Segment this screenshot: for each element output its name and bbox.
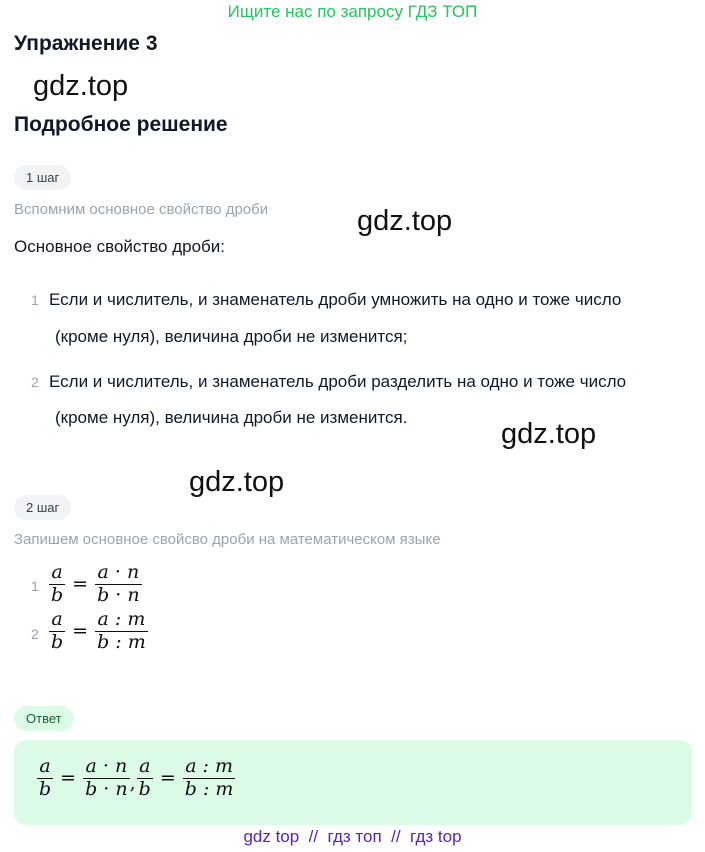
answer-badge: Ответ bbox=[14, 706, 74, 731]
equals-sign: = bbox=[72, 620, 89, 643]
denominator: b : m bbox=[97, 630, 146, 653]
step-1-description: Вспомним основное свойство дроби bbox=[14, 201, 269, 218]
watermark: gdz.top bbox=[357, 205, 453, 237]
numerator: a bbox=[39, 755, 51, 777]
fraction bbox=[95, 563, 142, 606]
denominator: b bbox=[51, 583, 64, 606]
numerator: a · n bbox=[97, 561, 140, 583]
numerator: a bbox=[139, 755, 151, 777]
denominator: b · n bbox=[85, 777, 128, 800]
fraction bbox=[137, 757, 153, 800]
numerator: a : m bbox=[97, 608, 146, 630]
list-item-text: Если и числитель, и знаменатель дроби разделить на одно и тоже число bbox=[49, 372, 627, 391]
formula-divide bbox=[49, 610, 148, 653]
step-1-badge: 1 шаг bbox=[14, 165, 71, 190]
equals-sign: = bbox=[72, 573, 89, 596]
list-item-text: Если и числитель, и знаменатель дроби умножить на одно и тоже число bbox=[49, 290, 622, 309]
watermark: gdz.top bbox=[189, 466, 285, 498]
numerator: a : m bbox=[185, 755, 234, 777]
denominator: b bbox=[51, 630, 64, 653]
fraction bbox=[37, 757, 53, 800]
watermark: gdz.top bbox=[501, 418, 597, 450]
fraction bbox=[49, 563, 65, 606]
numerator: a · n bbox=[85, 755, 128, 777]
formula-multiply bbox=[49, 563, 142, 606]
separator: , bbox=[129, 771, 136, 794]
formula-number: 2 bbox=[31, 626, 39, 642]
denominator: b bbox=[138, 777, 151, 800]
answer-formula bbox=[37, 757, 235, 800]
denominator: b · n bbox=[97, 583, 140, 606]
step-1-intro: Основное свойство дроби: bbox=[14, 237, 225, 256]
step-2-badge: 2 шаг bbox=[14, 495, 71, 520]
fraction bbox=[83, 757, 130, 800]
numerator: a bbox=[51, 561, 63, 583]
list-item-text: (кроме нуля), величина дроби не изменится. bbox=[55, 408, 408, 427]
list-item-text: (кроме нуля), величина дроби не изменится; bbox=[55, 327, 408, 346]
fraction bbox=[49, 610, 65, 653]
step-2-description: Запишем основное свойсво дроби на математическом языке bbox=[14, 531, 441, 548]
list-number: 2 bbox=[31, 374, 39, 390]
promo-banner[interactable]: Ищите нас по запросу ГДЗ ТОП bbox=[227, 2, 478, 21]
formula-number: 1 bbox=[31, 578, 39, 594]
exercise-title: Упражнение 3 bbox=[14, 32, 158, 55]
fraction bbox=[183, 757, 236, 800]
equals-sign: = bbox=[159, 767, 176, 790]
footer-links[interactable]: gdz top // гдз топ // гдз top bbox=[243, 827, 462, 846]
denominator: b : m bbox=[184, 777, 234, 800]
equals-sign: = bbox=[60, 767, 77, 790]
numerator: a bbox=[51, 608, 63, 630]
fraction bbox=[95, 610, 148, 653]
list-number: 1 bbox=[31, 292, 39, 308]
watermark: gdz.top bbox=[33, 70, 129, 102]
solution-title: Подробное решение bbox=[14, 113, 228, 136]
denominator: b bbox=[39, 777, 52, 800]
